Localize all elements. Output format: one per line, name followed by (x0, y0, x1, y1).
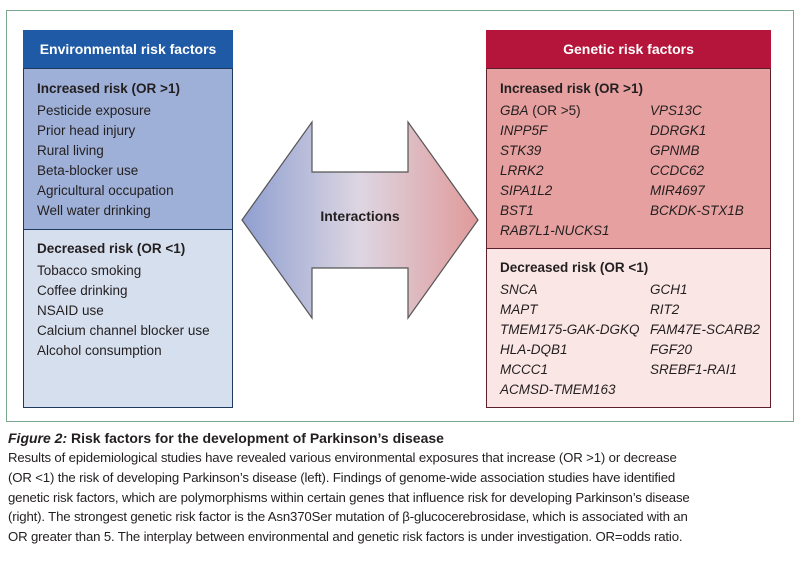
genetic-header (486, 30, 771, 68)
gene-item: SNCA (500, 282, 538, 297)
gene-name: BST1 (500, 203, 534, 218)
environmental-decreased-list (37, 261, 232, 361)
gene-item: RIT2 (650, 302, 680, 317)
gene-name: INPP5F (500, 123, 548, 138)
environmental-decreased-section (24, 230, 232, 407)
genetic-increased-col1 (500, 101, 650, 241)
gene-item (500, 101, 650, 121)
gene-item: TMEM175-GAK-DGKQ (500, 322, 640, 337)
gene-item (500, 181, 650, 201)
gene-item (500, 161, 650, 181)
gene-item: HLA-DQB1 (500, 342, 568, 357)
gene-item: VPS13C (650, 103, 702, 118)
environmental-panel (23, 68, 233, 408)
environmental-increased-section (24, 69, 232, 230)
caption-body (8, 448, 794, 547)
gene-item: CCDC62 (650, 163, 705, 178)
gene-item (500, 201, 650, 221)
caption-line: (right). The strongest genetic risk factor is the Asn370Ser mutation of β-glucocerebrosidase, which is associated with an (8, 509, 688, 525)
risk-factor-item: Prior head injury (37, 123, 136, 138)
gene-item: BCKDK-STX1B (650, 203, 744, 218)
interactions-label: Interactions (320, 208, 400, 224)
genetic-increased-title: Increased risk (OR >1) (500, 81, 643, 96)
genetic-decreased-col1 (500, 280, 650, 400)
environmental-decreased-title: Decreased risk (OR <1) (37, 241, 186, 256)
risk-factor-item: Rural living (37, 143, 104, 158)
gene-item: MAPT (500, 302, 538, 317)
gene-item: GPNMB (650, 143, 700, 158)
gene-item: DDRGK1 (650, 123, 707, 138)
gene-item: MIR4697 (650, 183, 705, 198)
environmental-header (23, 30, 233, 68)
risk-factor-item: Tobacco smoking (37, 263, 142, 278)
gene-name: RAB7L1-NUCKS1 (500, 223, 610, 238)
environmental-increased-list (37, 101, 232, 221)
risk-factor-item: NSAID use (37, 303, 104, 318)
genetic-decreased-title: Decreased risk (OR <1) (500, 260, 649, 275)
genetic-header-label: Genetic risk factors (563, 41, 694, 57)
genetic-decreased-col2 (650, 280, 770, 400)
risk-factor-item: Beta-blocker use (37, 163, 139, 178)
caption-title (8, 428, 794, 448)
gene-item: SREBF1-RAI1 (650, 362, 738, 377)
environmental-header-label: Environmental risk factors (39, 41, 217, 57)
genetic-increased-col2 (650, 101, 770, 241)
gene-item (500, 141, 650, 161)
gene-item: FGF20 (650, 342, 693, 357)
genetic-panel (486, 68, 771, 408)
gene-item: GCH1 (650, 282, 688, 297)
caption-figure-label: Figure 2: (8, 430, 68, 446)
gene-name: STK39 (500, 143, 542, 158)
risk-factor-item: Well water drinking (37, 203, 151, 218)
caption-line: (OR <1) the risk of developing Parkinson’s disease (left). Findings of genome-wide association studies have identified (8, 469, 676, 485)
genetic-increased-grid (500, 101, 770, 241)
gene-item: MCCC1 (500, 362, 549, 377)
caption-line: OR greater than 5. The interplay between environmental and genetic risk factors is under investigation. OR=odds ratio. (8, 529, 683, 545)
environmental-increased-title: Increased risk (OR >1) (37, 81, 180, 96)
caption-line: Results of epidemiological studies have revealed various environmental exposures that increase (OR >1) or decrease (8, 450, 677, 465)
caption-line: genetic risk factors, which are polymorphisms within certain genes that influence risk for developing Parkinson’s disease (8, 489, 690, 505)
caption-title-text: Risk factors for the development of Parkinson’s disease (71, 430, 444, 446)
gene-name: GBA (500, 103, 529, 118)
risk-factor-item: Alcohol consumption (37, 343, 162, 358)
gene-name: LRRK2 (500, 163, 544, 178)
gba-odds-ratio: (OR >5) (528, 103, 581, 118)
gene-item (500, 121, 650, 141)
gene-item (500, 221, 650, 241)
gene-item: FAM47E-SCARB2 (650, 322, 761, 337)
risk-factor-item: Pesticide exposure (37, 103, 152, 118)
risk-factor-item: Calcium channel blocker use (37, 323, 210, 338)
risk-factor-item: Coffee drinking (37, 283, 128, 298)
gene-name: SIPA1L2 (500, 183, 553, 198)
figure-caption (8, 428, 794, 547)
genetic-decreased-section (487, 249, 770, 407)
risk-factor-item: Agricultural occupation (37, 183, 174, 198)
gene-item: ACMSD-TMEM163 (500, 382, 616, 397)
genetic-decreased-grid (500, 280, 770, 400)
genetic-increased-section (487, 69, 770, 249)
